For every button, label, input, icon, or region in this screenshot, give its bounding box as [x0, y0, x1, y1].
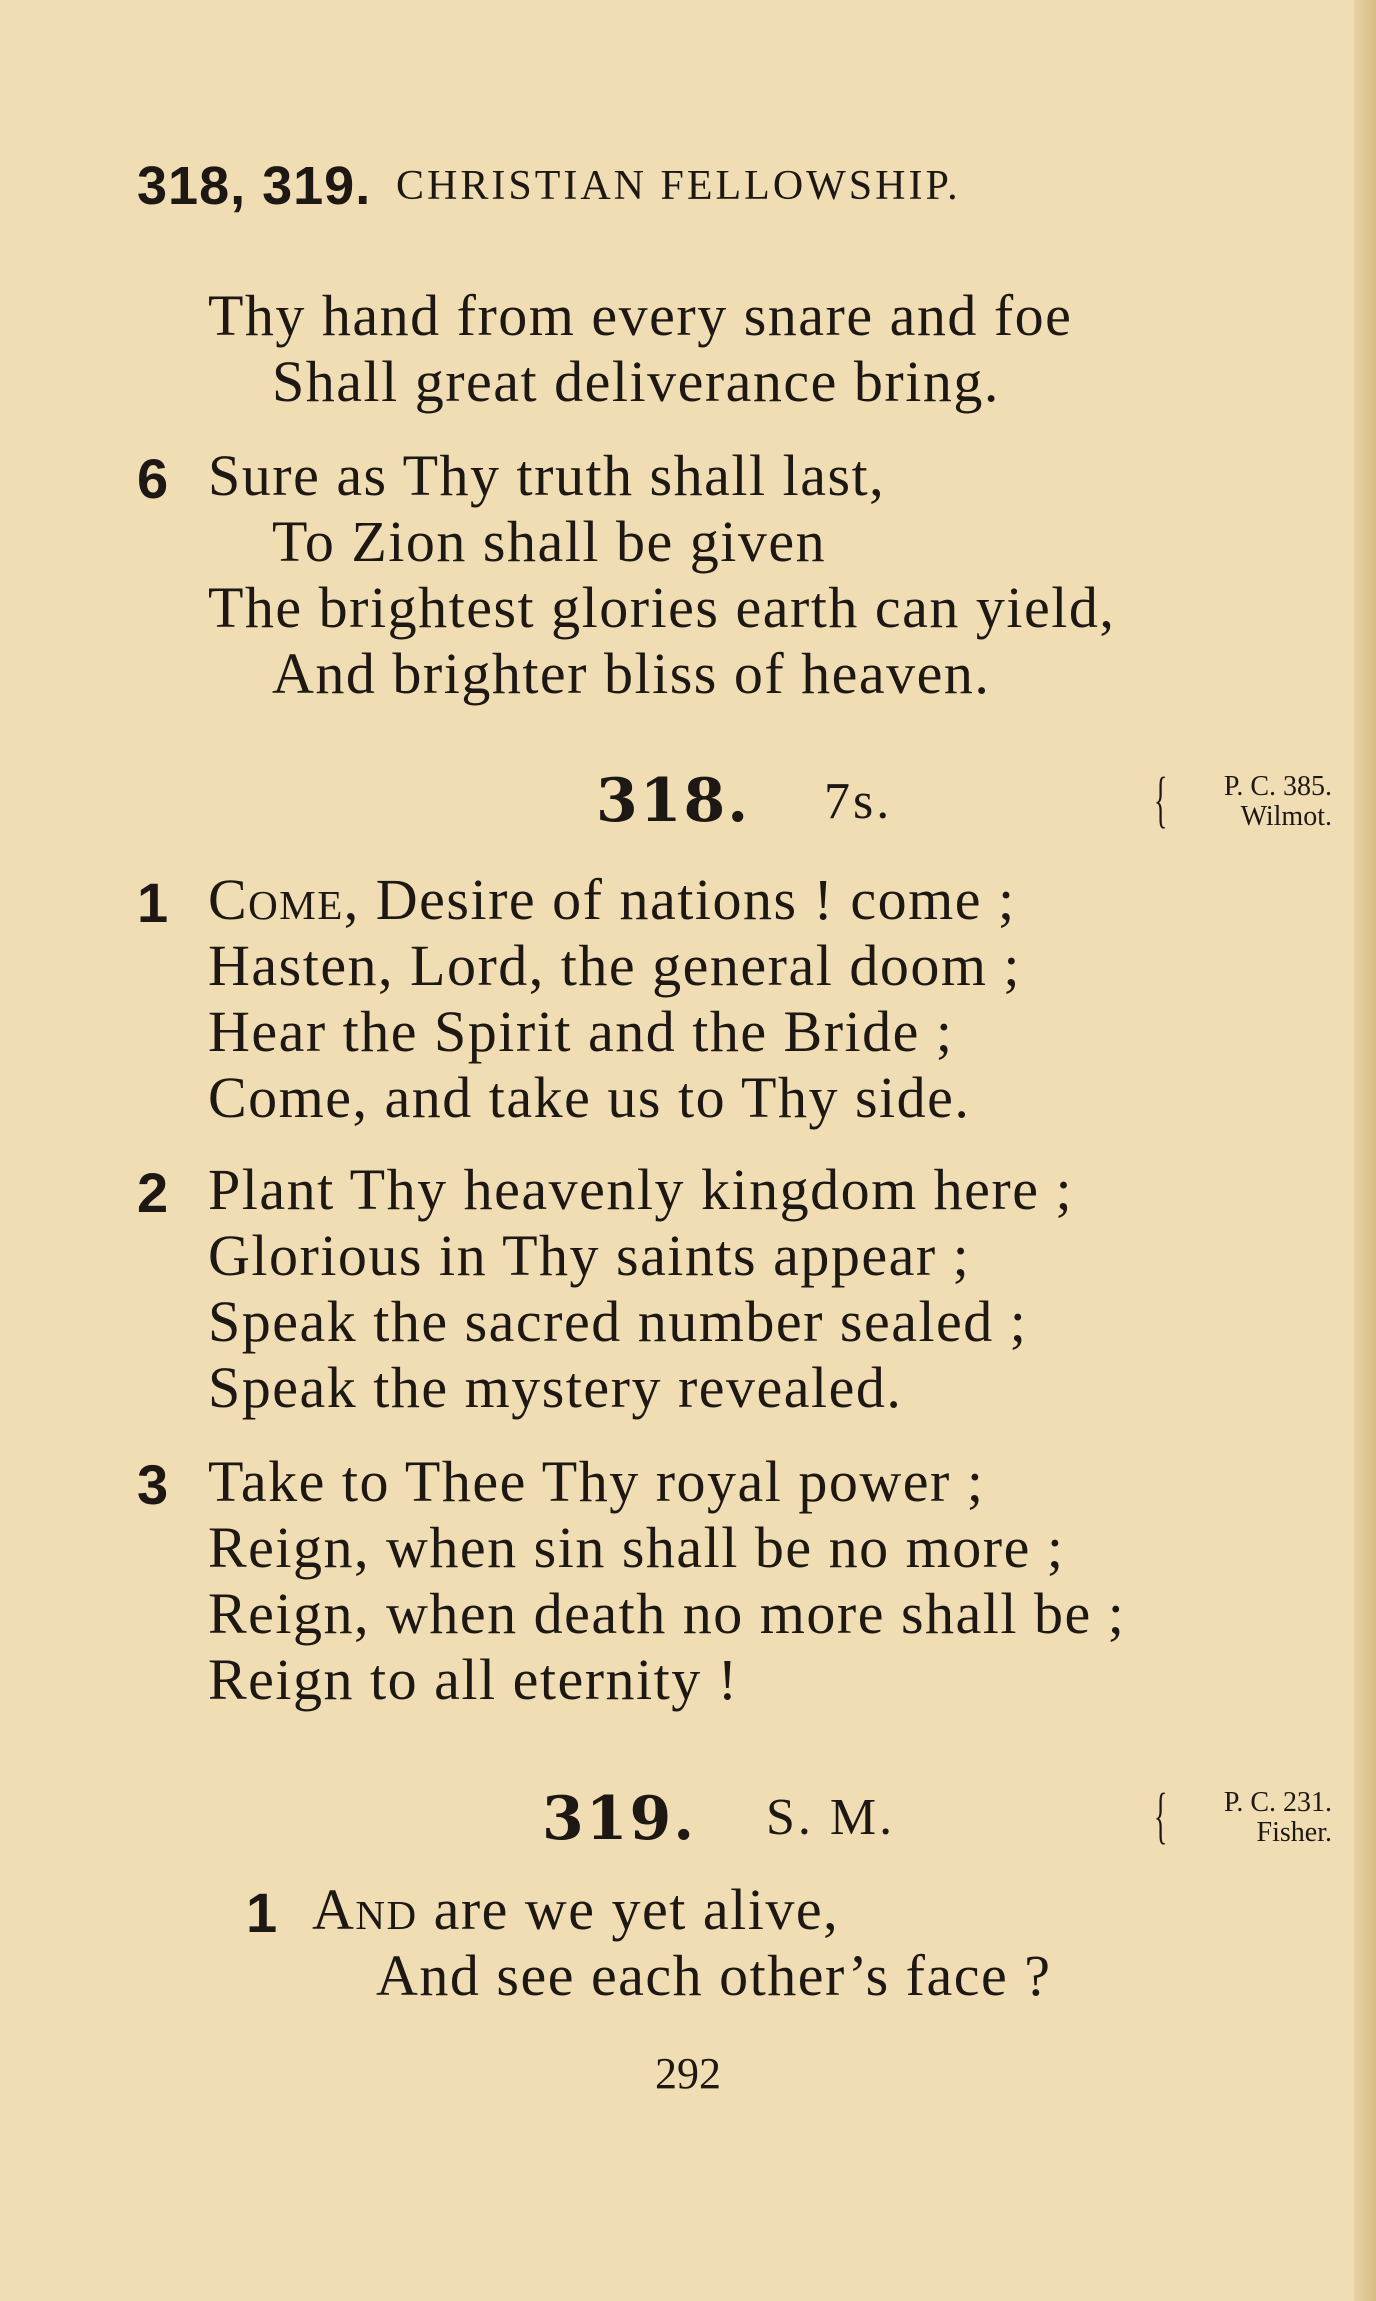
first-word-small-caps: Come, [208, 867, 360, 932]
header-title: CHRISTIAN FELLOWSHIP. [396, 163, 961, 209]
verse6-line-3: The brightest glories earth can yield, [208, 575, 1116, 640]
hymn-318-v1-line-2: Hasten, Lord, the general doom ; [208, 933, 1022, 998]
verse-number: 3 [137, 1453, 169, 1516]
page-edge [1354, 0, 1376, 2301]
hymn-318-v3-line-2: Reign, when sin shall be no more ; [208, 1515, 1065, 1580]
line-rest: are we yet alive, [417, 1877, 840, 1942]
hymn-318-v2-line-4: Speak the mystery revealed. [208, 1355, 903, 1420]
hymn-319-number: 319. [542, 1784, 697, 1854]
hymn-318-tune-reference [1224, 772, 1332, 832]
hymn-318-number: 318. [596, 766, 751, 836]
brace-icon: { [1154, 1782, 1168, 1850]
hymn-318-v3-line-3: Reign, when death no more shall be ; [208, 1581, 1126, 1646]
hymn-319-v1-line-2: And see each other’s face ? [376, 1943, 1052, 2008]
hymn-319-ref-1: P. C. 231. [1223, 1787, 1332, 1818]
hymn-319-meter: S. M. [766, 1789, 896, 1846]
hymn-318-v3-line-1: Take to Thee Thy royal power ; [208, 1449, 985, 1514]
first-word-small-caps: And [312, 1877, 418, 1942]
verse-number: 2 [137, 1161, 169, 1224]
continued-line-2: Shall great deliverance bring. [272, 349, 1000, 414]
hymn-318-v1-line-4: Come, and take us to Thy side. [208, 1065, 971, 1130]
hymn-318-ref-1: P. C. 385. [1223, 771, 1332, 802]
hymn-318-v3-line-4: Reign to all eternity ! [208, 1647, 739, 1712]
verse6-line-4: And brighter bliss of heaven. [272, 641, 991, 706]
hymn-318-ref-2: Wilmot. [1240, 801, 1332, 832]
hymn-318-v2-line-2: Glorious in Thy saints appear ; [208, 1223, 971, 1288]
line-rest: Desire of nations ! come ; [359, 867, 1016, 932]
verse-number: 6 [137, 447, 169, 510]
hymn-318-v1-line-3: Hear the Spirit and the Bride ; [208, 999, 954, 1064]
hymn-318-v1-line-1 [208, 866, 1016, 933]
verse6-line-1: Sure as Thy truth shall last, [208, 443, 886, 508]
header-hymn-numbers: 318, 319. [137, 156, 372, 216]
hymn-319-ref-2: Fisher. [1256, 1817, 1332, 1848]
page-number: 292 [655, 2049, 721, 2098]
hymn-318-meter: 7s. [824, 773, 893, 830]
verse6-line-2: To Zion shall be given [272, 509, 827, 574]
continued-line-1: Thy hand from every snare and foe [208, 283, 1073, 348]
hymn-318-v2-line-1: Plant Thy heavenly kingdom here ; [208, 1157, 1074, 1222]
verse-number: 1 [137, 871, 169, 934]
brace-icon: { [1154, 766, 1168, 834]
hymn-318-v2-line-3: Speak the sacred number sealed ; [208, 1289, 1028, 1354]
verse-number: 1 [246, 1881, 278, 1944]
hymn-319-v1-line-1 [312, 1876, 839, 1943]
hymn-319-tune-reference [1224, 1788, 1332, 1848]
